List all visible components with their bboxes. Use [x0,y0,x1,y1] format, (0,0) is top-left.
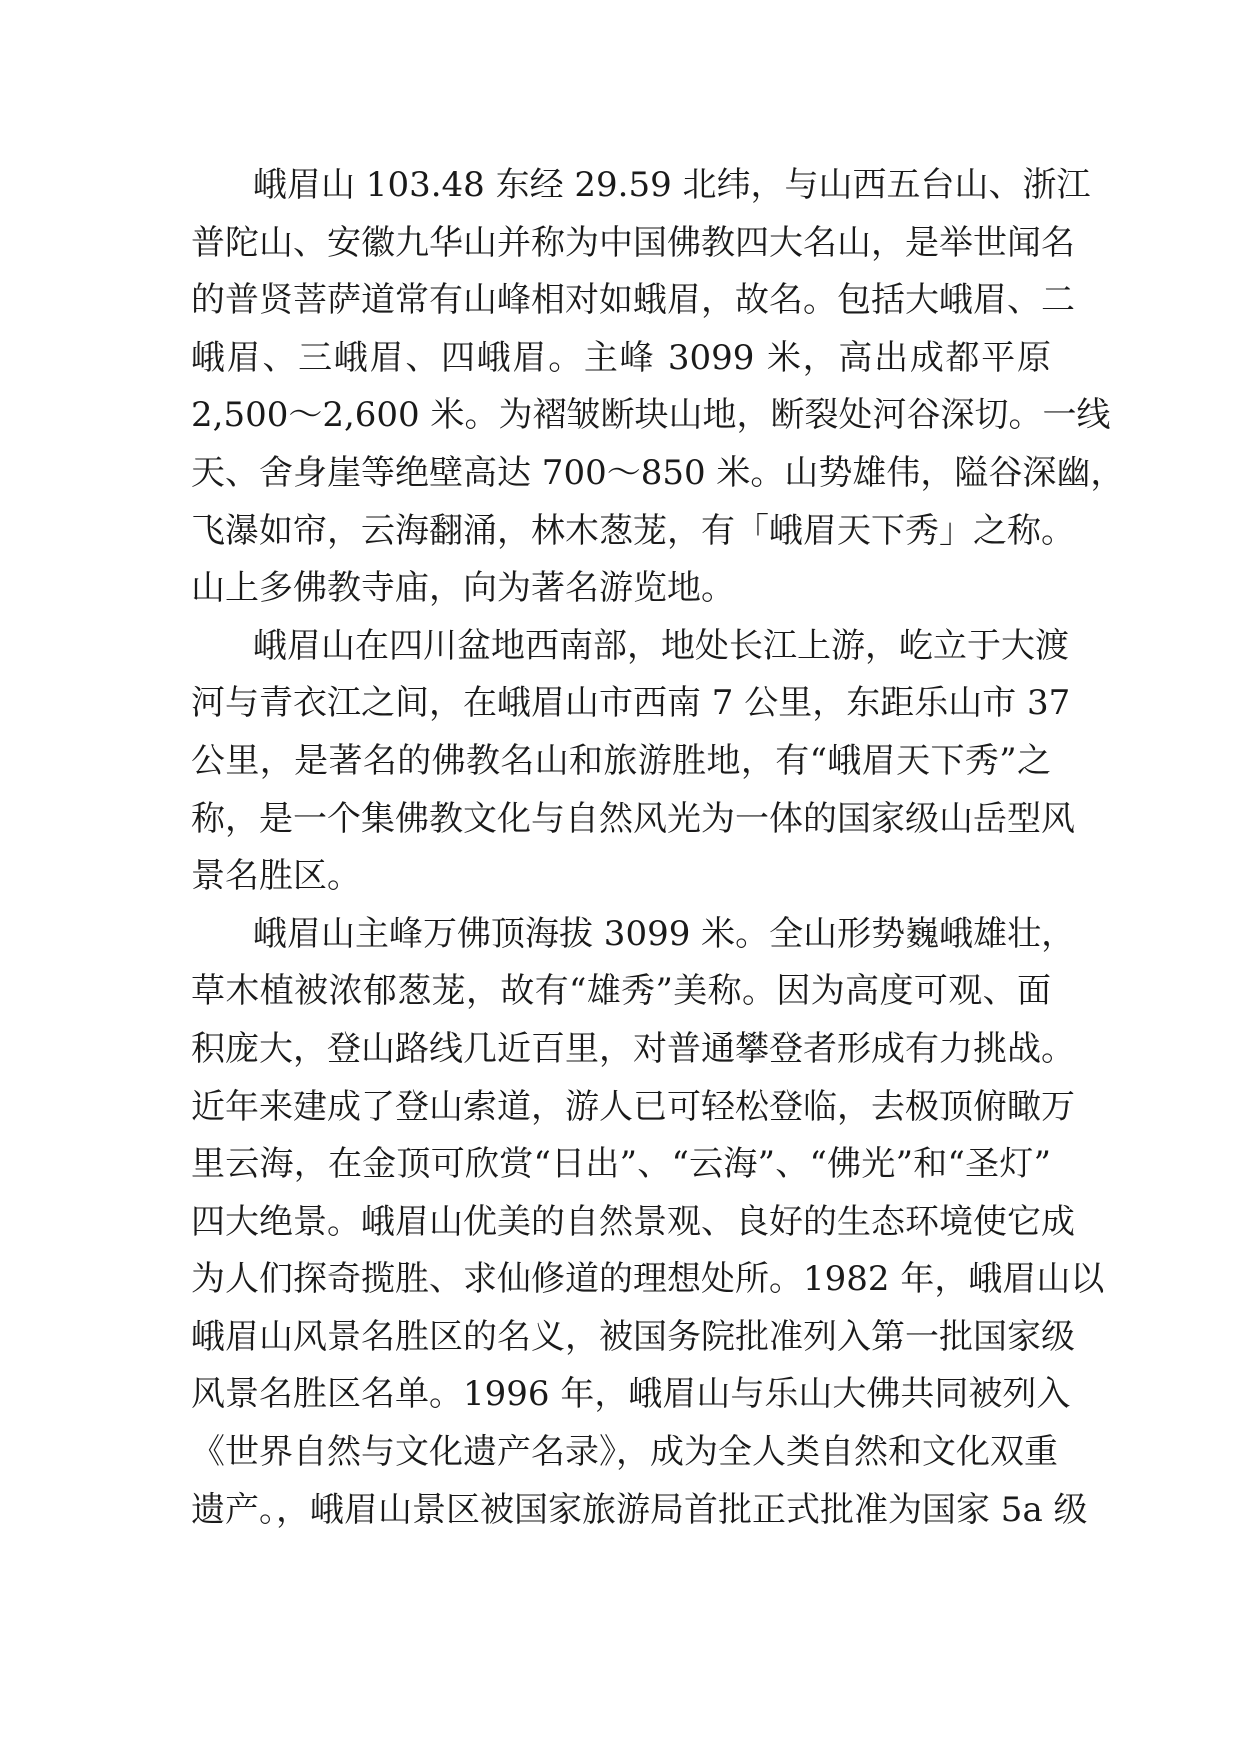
body-text [191,157,1125,1539]
paragraph-2-line-2: 河与青衣江之间，在峨眉山市西南 7 公里，东距乐山市 37 [191,683,1071,724]
paragraph-3-line-10: 《世界自然与文化遗产名录》，成为全人类自然和文化双重 [191,1432,1058,1473]
paragraph-3-line-5: 里云海，在金顶可欣赏“日出”、“云海”、“佛光”和“圣灯” [191,1144,1051,1185]
paragraph-1-line-3: 的普贤菩萨道常有山峰相对如蛾眉，故名。包括大峨眉、二 [191,280,1075,321]
paragraph-1-line-7: 飞瀑如帘，云海翻涌，林木葱茏，有「峨眉天下秀」之称。 [191,510,1075,551]
paragraph-2-line-1: 峨眉山在四川盆地西南部，地处长江上游，屹立于大渡 [253,625,1069,666]
paragraph-1-line-1: 峨眉山 103.48 东经 29.59 北纬，与山西五台山、浙江 [253,165,1091,205]
paragraph-3-line-3: 积庞大，登山路线几近百里，对普通攀登者形成有力挑战。 [191,1028,1075,1069]
paragraph-1-line-5: 2,500～2,600 米。为褶皱断块山地，断裂处河谷深切。一线 [191,395,1111,436]
paragraph-2-line-5: 景名胜区。 [191,856,361,897]
paragraph-3-line-8: 峨眉山风景名胜区的名义，被国务院批准列入第一批国家级 [191,1316,1075,1357]
paragraph-2-line-4: 称，是一个集佛教文化与自然风光为一体的国家级山岳型风 [191,798,1075,839]
paragraph-3-line-6: 四大绝景。峨眉山优美的自然景观、良好的生态环境使它成 [191,1201,1075,1242]
paragraph-2-line-3: 公里，是著名的佛教名山和旅游胜地，有“峨眉天下秀”之 [191,740,1051,781]
paragraph-1-line-6: 天、舍身崖等绝壁高达 700～850 米。山势雄伟，隘谷深幽， [191,452,1125,493]
paragraph-3-line-7: 为人们探奇揽胜、求仙修道的理想处所。1982 年，峨眉山以 [191,1259,1105,1300]
paragraph-3-line-4: 近年来建成了登山索道，游人已可轻松登临，去极顶俯瞰万 [191,1086,1075,1127]
paragraph-3-line-11: 遗产。，峨眉山景区被国家旅游局首批正式批准为国家 5a 级 [191,1489,1088,1530]
paragraph-3-line-1: 峨眉山主峰万佛顶海拔 3099 米。全山形势巍峨雄壮， [253,913,1076,954]
paragraph-1-line-4: 峨眉、三峨眉、四峨眉。主峰 3099 米，高出成都平原 [191,337,1051,378]
paragraph-1-line-2: 普陀山、安徽九华山并称为中国佛教四大名山，是举世闻名 [191,222,1075,263]
paragraph-1-line-8: 山上多佛教寺庙，向为著名游览地。 [191,568,735,609]
paragraph-3-line-2: 草木植被浓郁葱茏，故有“雄秀”美称。因为高度可观、面 [191,971,1051,1012]
paragraph-3-line-9: 风景名胜区名单。1996 年，峨眉山与乐山大佛共同被列入 [191,1374,1071,1415]
